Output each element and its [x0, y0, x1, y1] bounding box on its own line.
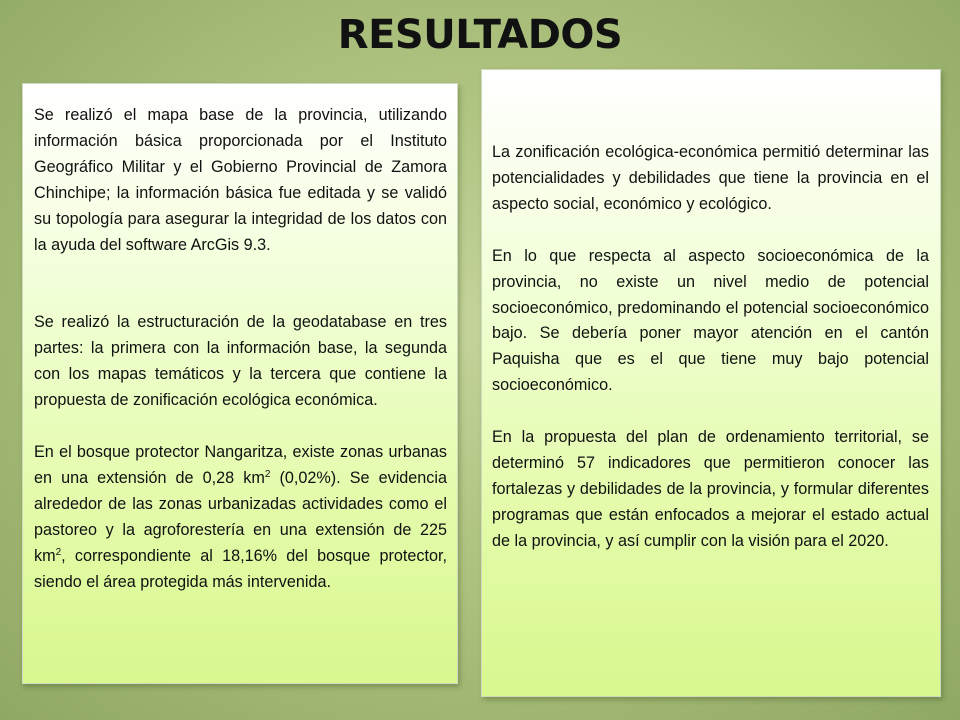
paragraph-spacer	[34, 414, 447, 440]
left-paragraph-2: Se realizó la estructuración de la geodatabase en tres partes: la primera con la información base, la segunda con los mapas temáticos y la tercera que contiene la propuesta de zonificación ecológica económica.	[34, 313, 447, 410]
right-paragraph-1: La zonificación ecológica-económica permitió determinar las potencialidades y debilidades que tiene la provincia en el aspecto social, económico y ecológico.	[492, 143, 929, 213]
paragraph-spacer	[34, 258, 447, 310]
left-paragraph-3-part-b: (0,02%). Se evidencia alrededor de las zonas urbanizadas actividades como el pastoreo y la agroforestería en una extensión de 225 km	[34, 468, 447, 565]
left-paragraph-3-part-c: , correspondiente al 18,16% del bosque protector, siendo el área protegida más intervenida.	[34, 546, 447, 591]
paragraph-spacer	[492, 399, 929, 425]
page-title: RESULTADOS	[337, 12, 623, 58]
left-paragraph-3-part-a: En el bosque protector Nangaritza, existe zonas urbanas en una extensión de 0,28 km	[34, 443, 447, 487]
paragraph-spacer	[492, 218, 929, 244]
left-paragraph-3	[34, 440, 447, 595]
right-paragraph-2: En lo que respecta al aspecto socioeconómica de la provincia, no existe un nivel medio de potencial socioeconómico, predominando el potencial socioeconómico bajo. Se debería poner mayor atención en el cantón Paquisha que es el que tiene muy bajo potencial socioeconómico.	[492, 246, 929, 395]
superscript-2: 2	[55, 546, 62, 558]
left-text-panel	[22, 83, 458, 684]
right-paragraph-3: En la propuesta del plan de ordenamiento territorial, se determinó 57 indicadores que permitieron conocer las fortalezas y debilidades de la provincia, y formular diferentes programas que están enfocados a mejorar el estado actual de la provincia, y así cumplir con la visión para el 2020.	[492, 428, 929, 550]
right-text-panel	[481, 69, 941, 697]
superscript-2: 2	[264, 468, 271, 480]
left-paragraph-1: Se realizó el mapa base de la provincia, utilizando información básica proporcionada por el Instituto Geográfico Militar y el Gobierno Provincial de Zamora Chinchipe; la información básica fue editada y se validó su topología para asegurar la integridad de los datos con la ayuda del software ArcGis 9.3.	[34, 106, 447, 254]
